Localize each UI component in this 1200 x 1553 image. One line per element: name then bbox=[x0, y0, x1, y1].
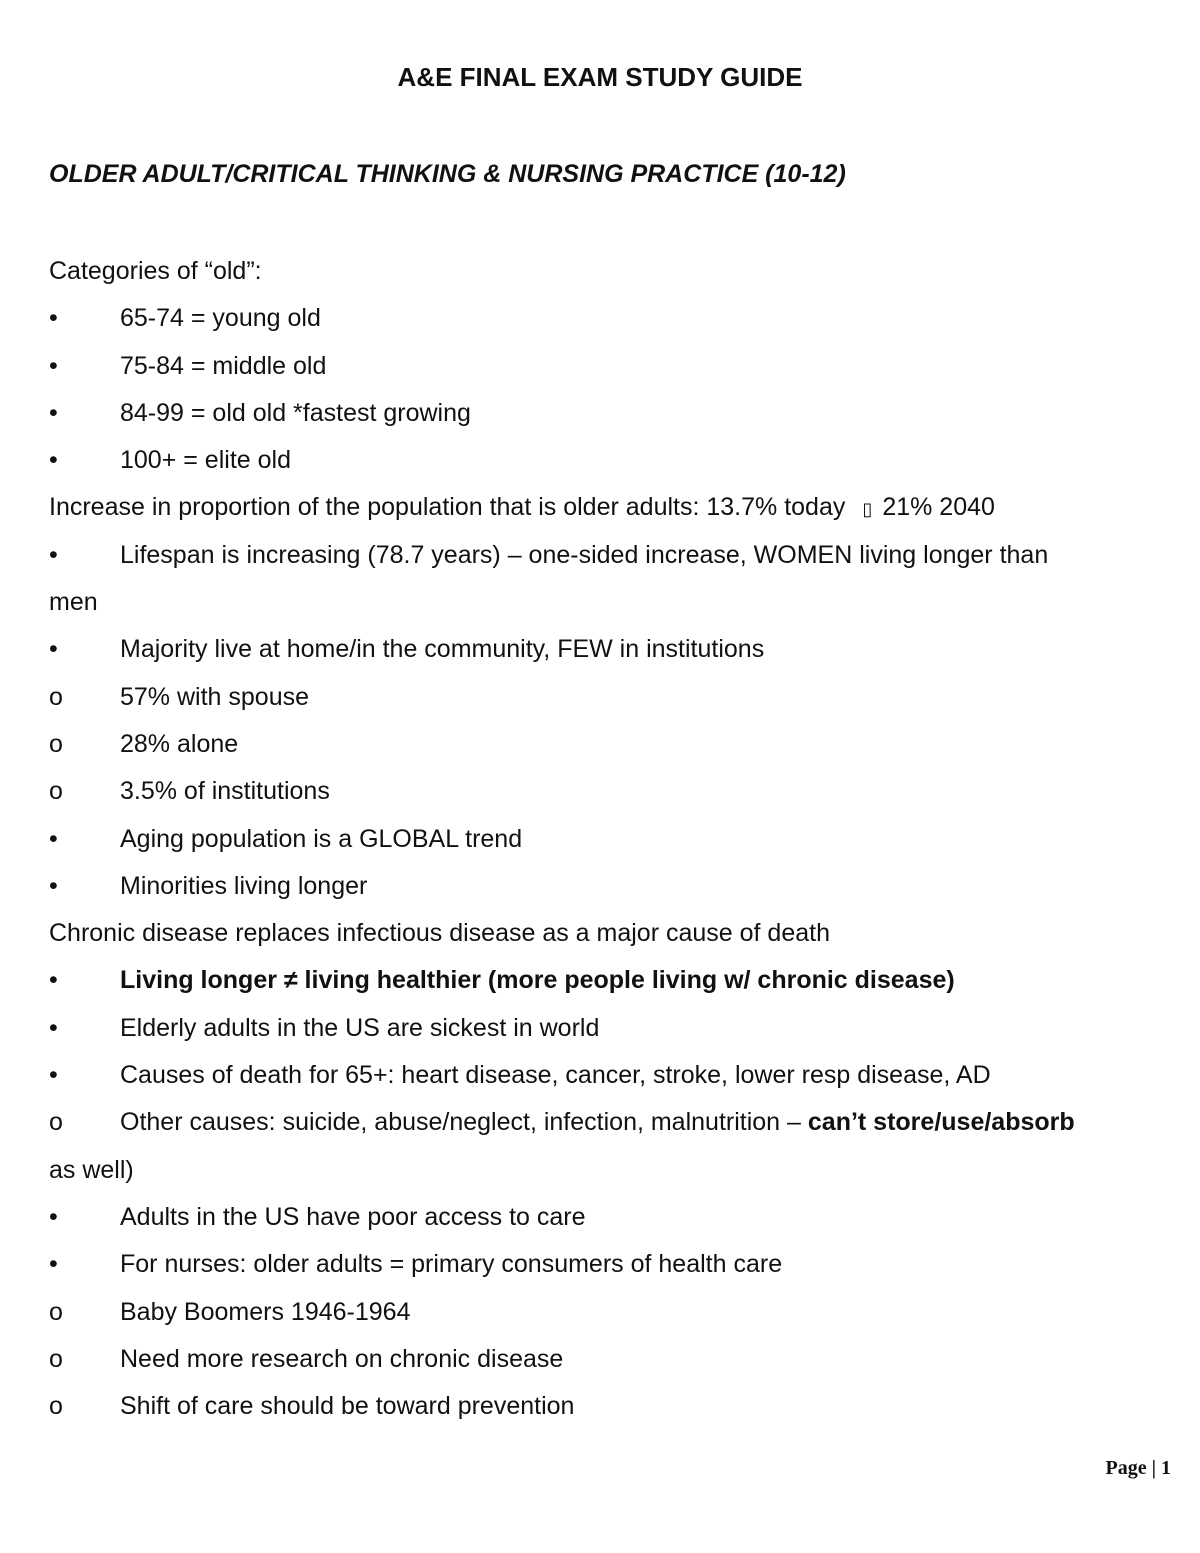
page-label: Page bbox=[1105, 1457, 1147, 1479]
bullet-marker: • bbox=[49, 635, 58, 664]
bullet-item: • For nurses: older adults = primary consumers of health care bbox=[49, 1241, 1159, 1288]
notes-body bbox=[49, 248, 1159, 1430]
page-footer bbox=[1106, 1457, 1172, 1480]
bullet-item: • Causes of death for 65+: heart disease, cancer, stroke, lower resp disease, AD bbox=[49, 1052, 1159, 1099]
bullet-marker: • bbox=[49, 446, 58, 475]
sub-marker: o bbox=[49, 1297, 63, 1326]
sub-item: o Need more research on chronic disease bbox=[49, 1336, 1159, 1383]
sub-marker: o bbox=[49, 777, 63, 806]
bullet-marker: • bbox=[49, 871, 58, 900]
section-heading: OLDER ADULT/CRITICAL THINKING & NURSING PRACTICE (10-12) bbox=[49, 160, 846, 188]
line-continuation: men bbox=[49, 588, 98, 617]
sub-item: o Shift of care should be toward prevention bbox=[49, 1383, 1159, 1430]
sub-marker: o bbox=[49, 1392, 63, 1421]
sub-item: o Other causes: suicide, abuse/neglect, infection, malnutrition – can’t store/use/absorb bbox=[49, 1099, 1159, 1146]
bullet-item: • 100+ = elite old bbox=[49, 437, 1159, 484]
bullet-marker: • bbox=[49, 966, 58, 995]
bullet-item: • Lifespan is increasing (78.7 years) – one-sided increase, WOMEN living longer than bbox=[49, 532, 1159, 579]
bullet-item: • Majority live at home/in the community, FEW in institutions bbox=[49, 626, 1159, 673]
bullet-marker: • bbox=[49, 824, 58, 853]
sub-marker: o bbox=[49, 1108, 63, 1137]
sub-item: o Baby Boomers 1946-1964 bbox=[49, 1289, 1159, 1336]
sub-item: o 3.5% of institutions bbox=[49, 768, 1159, 815]
bullet-marker: • bbox=[49, 304, 58, 333]
bullet-marker: • bbox=[49, 351, 58, 380]
bullet-item: • 75-84 = middle old bbox=[49, 343, 1159, 390]
bullet-marker: • bbox=[49, 398, 58, 427]
line-categories: Categories of “old”: bbox=[49, 257, 262, 285]
bullet-item: • Aging population is a GLOBAL trend bbox=[49, 816, 1159, 863]
line-population-increase: Increase in proportion of the population that is older adults: 13.7% today ▯ 21% 2040 bbox=[49, 484, 1159, 531]
bullet-item: • Elderly adults in the US are sickest in world bbox=[49, 1005, 1159, 1052]
bullet-marker: • bbox=[49, 1013, 58, 1042]
document-title: A&E FINAL EXAM STUDY GUIDE bbox=[397, 62, 803, 92]
line-continuation: as well) bbox=[49, 1155, 134, 1184]
sub-item: o 28% alone bbox=[49, 721, 1159, 768]
bullet-item: • Adults in the US have poor access to care bbox=[49, 1194, 1159, 1241]
page-number: 1 bbox=[1161, 1457, 1171, 1479]
bullet-marker: • bbox=[49, 1061, 58, 1090]
sub-marker: o bbox=[49, 682, 63, 711]
bullet-marker: • bbox=[49, 1202, 58, 1231]
bullet-item: • Minorities living longer bbox=[49, 863, 1159, 910]
bullet-marker: • bbox=[49, 1250, 58, 1279]
bullet-item: • Living longer ≠ living healthier (more people living w/ chronic disease) bbox=[49, 957, 1159, 1004]
sub-marker: o bbox=[49, 1344, 63, 1373]
sub-marker: o bbox=[49, 729, 63, 758]
arrow-icon: ▯ bbox=[862, 499, 873, 520]
line-chronic-disease: Chronic disease replaces infectious disease as a major cause of death bbox=[49, 919, 830, 948]
bullet-item: • 65-74 = young old bbox=[49, 295, 1159, 342]
bullet-marker: • bbox=[49, 540, 58, 569]
sub-item: o 57% with spouse bbox=[49, 674, 1159, 721]
bullet-item: • 84-99 = old old *fastest growing bbox=[49, 390, 1159, 437]
page-separator: | bbox=[1151, 1457, 1156, 1479]
